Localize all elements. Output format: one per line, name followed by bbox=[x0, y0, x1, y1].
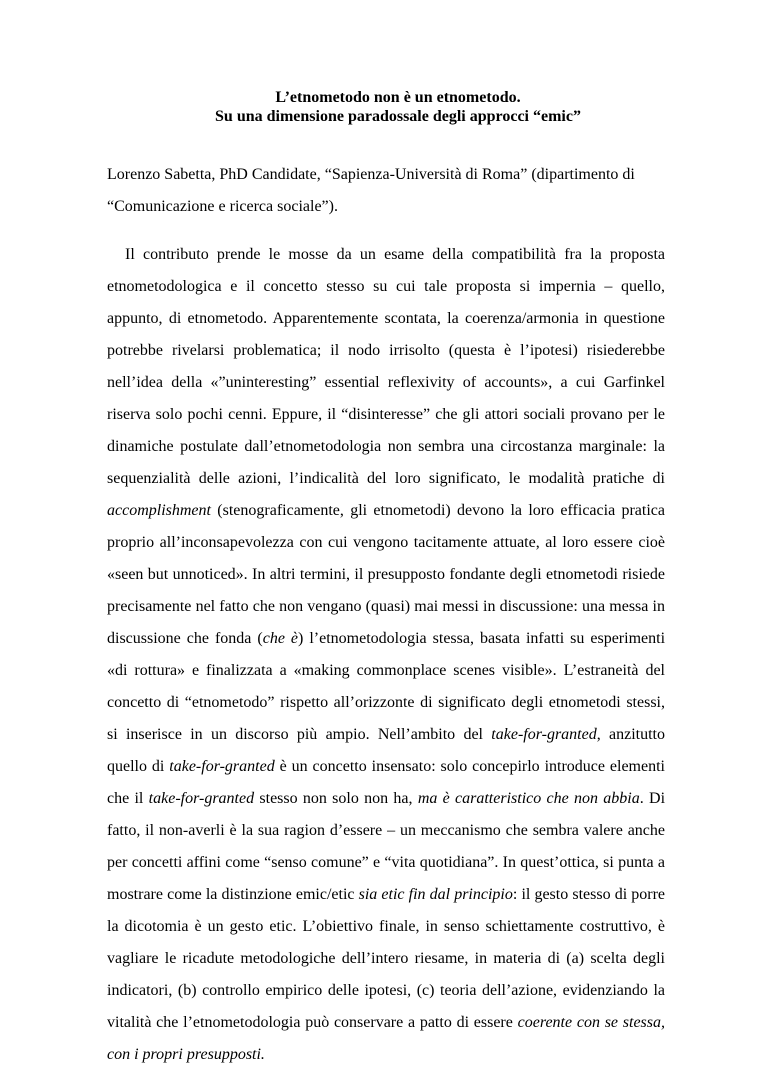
abstract-italic-term: take-for-granted bbox=[169, 758, 275, 775]
abstract-italic-term: take-for-granted bbox=[148, 790, 255, 807]
abstract-text: (stenograficamente, gli etnometodi) devono la loro efficacia pratica proprio all’inconsapevolezza con cui vengono tacitamente attuate, al loro essere cioè «seen but unnoticed». In altri termini, il presupposto fondante degli etnometodi risiede precisamente nel fatto che non vengano (quasi) mai messi in discussione: una messa in discussione che fonda ( bbox=[107, 502, 665, 647]
abstract-text: . Di fatto, il non-averli è la sua ragion d’essere – un meccanismo che sembra valere anche per concetti affini come “senso comune” e “vita quotidiana”. In quest’ottica, si punta a mostrare come la distinzione emic/etic bbox=[107, 790, 666, 903]
title-line-1: L’etnometodo non è un etnometodo. bbox=[275, 89, 521, 106]
abstract-italic-phrase: sia etic fin dal principio bbox=[358, 886, 513, 903]
abstract-italic-term: accomplishment bbox=[107, 502, 211, 519]
abstract-paragraph bbox=[107, 239, 665, 1071]
abstract-italic-phrase: coerente con se stessa, con i propri presupposti. bbox=[107, 1014, 665, 1063]
author-affiliation: Lorenzo Sabetta, PhD Candidate, “Sapienza-Università di Roma” (dipartimento di “Comunicazione e ricerca sociale”). bbox=[107, 166, 635, 215]
abstract-text: stesso non solo non ha, bbox=[254, 790, 418, 807]
document-title bbox=[107, 88, 665, 126]
abstract-text: ) l’etnometodologia stessa, basata infatti su esperimenti «di rottura» e finalizzata a «making commonplace scenes visible». L’estraneità del concetto di “etnometodo” rispetto all’orizzonte di significato degli etnometodi stessi, si inserisce in un discorso più ampio. Nell’ambito del bbox=[107, 630, 666, 743]
title-line-2: Su una dimensione paradossale degli approcci “emic” bbox=[215, 108, 581, 125]
abstract-italic-phrase: ma è caratteristico che non abbia bbox=[417, 790, 640, 807]
abstract-text: : il gesto stesso di porre la dicotomia è un gesto etic. L’obiettivo finale, in senso schiettamente costruttivo, è vagliare le ricadute metodologiche dell’intero riesame, in materia di (a) scelta degli indicatori, (b) controllo empirico delle ipotesi, (c) teoria dell’azione, evidenziando la vitalità che l’etnometodologia può conservare a patto di essere bbox=[107, 886, 666, 1031]
abstract-italic-term: che è bbox=[262, 630, 299, 647]
abstract-text: , anzitutto quello di bbox=[107, 726, 666, 775]
abstract-text: Il contributo prende le mosse da un esame della compatibilità fra la proposta etnometodologica e il concetto stesso su cui tale proposta si impernia – quello, appunto, di etnometodo. Apparentemente scontata, la coerenza/armonia in questione potrebbe rivelarsi problematica; il nodo irrisolto (questa è l’ipotesi) risiederebbe nell’idea della «”uninteresting” essential reflexivity of accounts», a cui Garfinkel riserva solo pochi cenni. Eppure, il “disinteresse” che gli attori sociali provano per le dinamiche postulate dall’etnometodologia non sembra una circostanza marginale: la sequenzialità delle azioni, l’indicalità del loro significato, le modalità pratiche di bbox=[107, 246, 665, 487]
abstract-italic-term: take-for-granted bbox=[491, 726, 597, 743]
abstract-text: è un concetto insensato: solo concepirlo introduce elementi che il bbox=[107, 758, 665, 807]
